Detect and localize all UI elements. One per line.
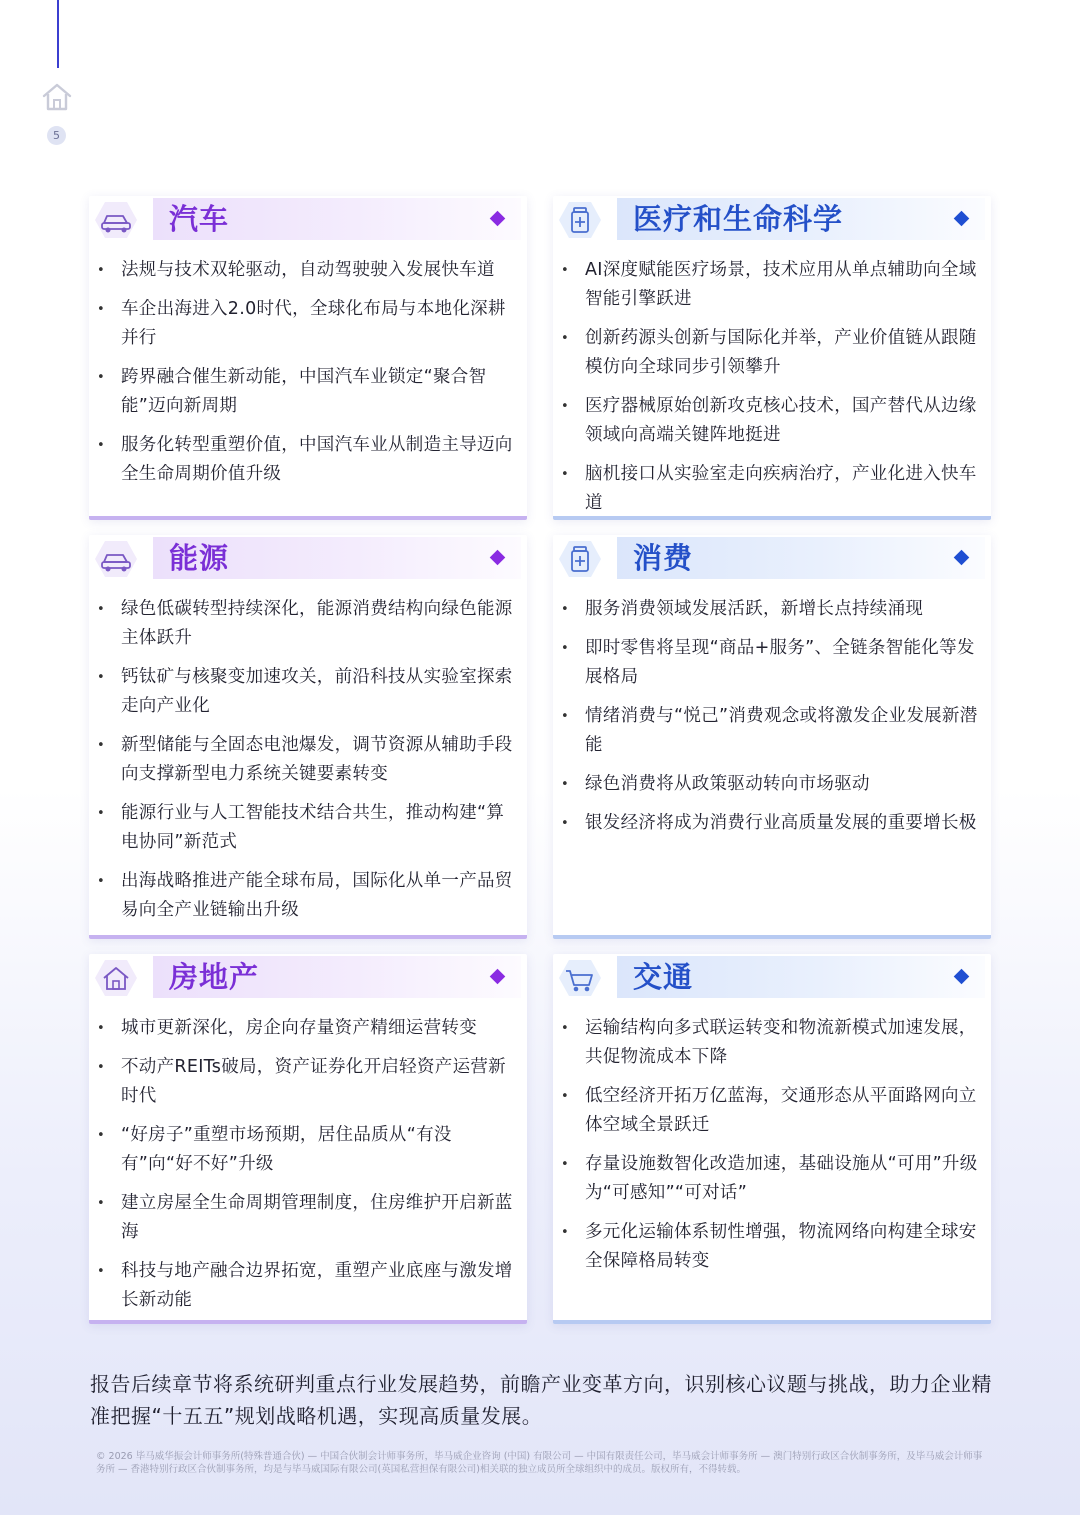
card-title: 医疗和生命科学 (633, 202, 844, 236)
list-item: • AI深度赋能医疗场景，技术应用从单点辅助向全域智能引擎跃进 (553, 256, 985, 314)
card-title: 房地产 (169, 960, 260, 994)
list-item: • 城市更新深化，房企向存量资产精细运营转变 (89, 1014, 521, 1043)
copyright-footer: © 2026 毕马威华振会计师事务所(特殊普通合伙) — 中国合伙制会计师事务所，毕马威企业咨询 (中国) 有限公司 — 中国有限责任公司，毕马威会计师事务所 — 澳门特别行政区合伙制事务所，及毕马威会计师事务所 — 香港特别行政区合伙制事务所，均是与毕马威国际有限公司(英国私营担保有限公司)相关联的独立成员所全球组织中的成员。版权所有，不得转载。 (96, 1450, 983, 1475)
list-item: • 服务消费领域发展活跃，新增长点持续涌现 (553, 595, 985, 624)
bullet-list (89, 585, 527, 925)
cart-icon (555, 956, 605, 1000)
list-item: • 车企出海进入2.0时代，全球化布局与本地化深耕并行 (89, 295, 521, 353)
card-automotive (89, 196, 527, 520)
card-title-bar (617, 956, 985, 998)
list-item: • 绿色消费将从政策驱动转向市场驱动 (553, 770, 985, 799)
card-consumer (553, 535, 991, 939)
list-item: • 创新药源头创新与国际化并举，产业价值链从跟随模仿向全球同步引领攀升 (553, 324, 985, 382)
card-header (553, 196, 991, 246)
card-title: 汽车 (169, 202, 230, 236)
conclusion-paragraph: 报告后续章节将系统研判重点行业发展趋势，前瞻产业变革方向，识别核心议题与挑战，助力企业精准把握“十五五”规划战略机遇，实现高质量发展。 (90, 1372, 992, 1428)
medicine-bottle-icon (555, 537, 605, 581)
list-item: • 即时零售将呈现“商品+服务”、全链条智能化等发展格局 (553, 634, 985, 692)
list-item: • 医疗器械原始创新攻克核心技术，国产替代从边缘领域向高端关键阵地挺进 (553, 392, 985, 450)
diamond-icon (490, 969, 506, 985)
list-item: • 低空经济开拓万亿蓝海，交通形态从平面路网向立体空域全景跃迁 (553, 1082, 985, 1140)
bullet-list (553, 1004, 991, 1276)
list-item: • 科技与地产融合边界拓宽，重塑产业底座与激发增长新动能 (89, 1257, 521, 1315)
list-item: • 情绪消费与“悦己”消费观念或将激发企业发展新潜能 (553, 702, 985, 760)
diamond-icon (490, 211, 506, 227)
diamond-icon (954, 969, 970, 985)
card-transport (553, 954, 991, 1324)
list-item: • 建立房屋全生命周期管理制度，住房维护开启新蓝海 (89, 1189, 521, 1247)
card-title: 交通 (633, 960, 694, 994)
list-item: • “好房子”重塑市场预期，居住品质从“有没有”向“好不好”升级 (89, 1121, 521, 1179)
page-number: 5 (47, 126, 66, 145)
bullet-list (89, 1004, 527, 1315)
diamond-icon (954, 550, 970, 566)
list-item: • 脑机接口从实验室走向疾病治疗，产业化进入快车道 (553, 460, 985, 518)
list-item: • 服务化转型重塑价值，中国汽车业从制造主导迈向全生命周期价值升级 (89, 431, 521, 489)
list-item: • 存量设施数智化改造加速，基础设施从“可用”升级为“可感知”“可对话” (553, 1150, 985, 1208)
card-title-bar (153, 537, 521, 579)
house-icon (91, 956, 141, 1000)
list-item: • 不动产REITs破局，资产证券化开启轻资产运营新时代 (89, 1053, 521, 1111)
list-item: • 多元化运输体系韧性增强，物流网络向构建全球安全保障格局转变 (553, 1218, 985, 1276)
card-header (89, 196, 527, 246)
card-header (89, 954, 527, 1004)
list-item: • 法规与技术双轮驱动，自动驾驶驶入发展快车道 (89, 256, 521, 285)
card-title-bar (617, 537, 985, 579)
card-energy (89, 535, 527, 939)
list-item: • 能源行业与人工智能技术结合共生，推动构建“算电协同”新范式 (89, 799, 521, 857)
medicine-bottle-icon (555, 198, 605, 242)
card-healthcare (553, 196, 991, 520)
bullet-list (553, 246, 991, 518)
list-item: • 跨界融合催生新动能，中国汽车业锁定“聚合智能”迈向新周期 (89, 363, 521, 421)
list-item: • 运输结构向多式联运转变和物流新模式加速发展，共促物流成本下降 (553, 1014, 985, 1072)
list-item: • 钙钛矿与核聚变加速攻关，前沿科技从实验室探索走向产业化 (89, 663, 521, 721)
list-item: • 银发经济将成为消费行业高质量发展的重要增长极 (553, 809, 985, 838)
list-item: • 新型储能与全固态电池爆发，调节资源从辅助手段向支撑新型电力系统关键要素转变 (89, 731, 521, 789)
card-header (553, 535, 991, 585)
side-accent-line (57, 0, 59, 68)
card-header (553, 954, 991, 1004)
diamond-icon (954, 211, 970, 227)
card-title: 能源 (169, 541, 230, 575)
card-title: 消费 (633, 541, 694, 575)
list-item: • 出海战略推进产能全球布局，国际化从单一产品贸易向全产业链输出升级 (89, 867, 521, 925)
card-header (89, 535, 527, 585)
card-title-bar (153, 956, 521, 998)
car-icon (91, 537, 141, 581)
diamond-icon (490, 550, 506, 566)
bullet-list (89, 246, 527, 489)
bullet-list (553, 585, 991, 838)
list-item: • 绿色低碳转型持续深化，能源消费结构向绿色能源主体跃升 (89, 595, 521, 653)
card-title-bar (617, 198, 985, 240)
card-title-bar (153, 198, 521, 240)
card-real-estate (89, 954, 527, 1324)
home-icon[interactable] (40, 80, 74, 114)
car-icon (91, 198, 141, 242)
